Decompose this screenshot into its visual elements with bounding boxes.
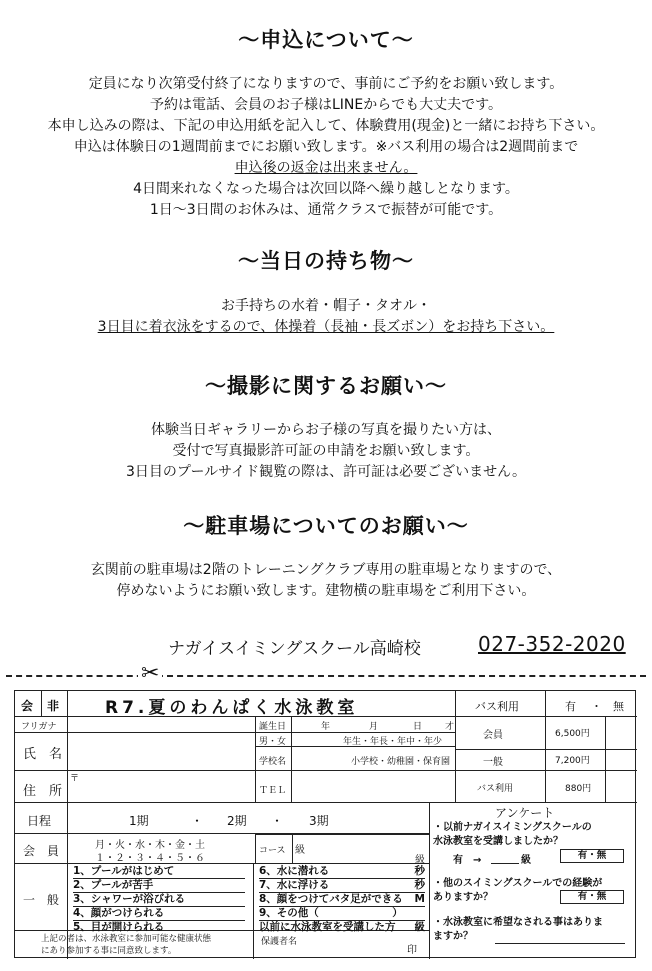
- survey-line: ますか？: [433, 931, 473, 942]
- survey-q3-blank[interactable]: [495, 943, 625, 944]
- apply-line: 本申し込みの際は、下記の申込用紙を記入して、体験費用(現金)と一緒にお持ち下さい。: [47, 118, 605, 134]
- application-form: [14, 690, 636, 958]
- school-type-options[interactable]: 小学校・幼稚園・保育園: [351, 757, 451, 767]
- level-row: [259, 893, 425, 907]
- form-rule: [15, 802, 637, 803]
- course-label: コース: [259, 846, 286, 856]
- form-rule: [292, 834, 293, 863]
- apply-body: [0, 74, 652, 221]
- apply-line: 定員になり次第受付終了になりますので、事前にご予約をお願い致します。: [88, 76, 564, 92]
- apply-line: 予約は電話、会員のお子様はLINEからでも大丈夫です。: [150, 97, 502, 113]
- nonmember-checkbox[interactable]: 非: [47, 699, 60, 713]
- price-general: 7,200円: [555, 756, 590, 766]
- form-rule: [455, 749, 637, 750]
- photo-line: 受付で写真撮影許可証の申請をお願い致します。: [172, 443, 480, 459]
- level-unit: 級: [414, 921, 425, 933]
- level-row: [259, 865, 425, 879]
- photo-body: [0, 420, 652, 483]
- address-label: 住 所: [23, 784, 63, 799]
- scissors-icon: ✂: [138, 662, 162, 686]
- day-number-options[interactable]: １・２・３・４・５・６: [95, 853, 205, 864]
- consent-line: にあり参加する事に同意致します。: [41, 946, 177, 956]
- form-rule: [15, 732, 455, 733]
- photo-title: ～撮影に関するお願い～: [205, 374, 447, 398]
- kyu-label: 級: [295, 845, 305, 856]
- form-rule: [15, 863, 429, 864]
- seal-mark: 印: [407, 945, 417, 956]
- photo-line: 3日目のプールサイド観覧の際は、許可証は必要ございません。: [125, 464, 527, 480]
- gender-options[interactable]: 男・女: [259, 737, 287, 747]
- parking-title: ～駐車場についてのお願い～: [183, 514, 469, 538]
- guardian-label: 保護者名: [261, 937, 298, 947]
- form-rule: [545, 691, 546, 716]
- survey-line: 水泳教室を受講しましたか？: [433, 836, 563, 847]
- bus-no-option[interactable]: 無: [613, 700, 624, 713]
- form-rule: [255, 834, 256, 863]
- form-title: R7.夏のわんぱく水泳教室: [105, 698, 359, 718]
- form-rule: [429, 802, 430, 959]
- level-option[interactable]: 1、プールがはじめて: [73, 865, 245, 879]
- survey-q1-choice[interactable]: 有・無: [560, 849, 624, 863]
- level-option[interactable]: 6、水に潜れる: [259, 865, 330, 877]
- level-option[interactable]: 8、顔をつけてバタ足ができる: [259, 893, 403, 905]
- apply-line: 4日間来れなくなった場合は次回以降へ繰り越しとなります。: [133, 181, 519, 197]
- phone-number[interactable]: 027-352-2020: [478, 632, 626, 656]
- apply-line-refund: 申込後の返金は出来ません。: [234, 160, 418, 176]
- form-rule: [545, 716, 546, 802]
- survey-line: ・他のスイミングスクールでの経験が: [433, 878, 603, 889]
- form-rule: [15, 770, 637, 771]
- name-input[interactable]: [73, 734, 253, 768]
- survey-line: ・以前ナガイスイミングスクールの: [433, 822, 592, 833]
- form-rule: [255, 716, 256, 802]
- tel-label: ＴＥＬ: [259, 786, 287, 796]
- school-name: ナガイスイミングスクール高崎校: [168, 639, 421, 659]
- school-label: 学校名: [259, 757, 287, 767]
- level-option[interactable]: 7、水に浮ける: [259, 879, 330, 891]
- form-rule: [605, 716, 606, 802]
- member-row-label: 会 員: [23, 844, 60, 858]
- parking-line: 玄関前の駐車場は2階のトレーニングクラブ専用の駐車場となりますので、: [90, 562, 562, 578]
- items-title: ～当日の持ち物～: [238, 249, 414, 273]
- level-option[interactable]: 4、顔がつけられる: [73, 907, 245, 921]
- form-rule: [41, 691, 42, 716]
- birthday-year: 年: [321, 722, 331, 732]
- level-list-right: [259, 865, 425, 934]
- term-separator: ・: [271, 814, 284, 828]
- level-row: [259, 921, 425, 934]
- form-rule: [455, 691, 456, 802]
- apply-title: ～申込について～: [238, 28, 414, 52]
- birthday-month: 月: [369, 722, 379, 732]
- survey-q1-blank[interactable]: [491, 863, 519, 864]
- level-option[interactable]: 以前に水泳教室を受講した方: [259, 921, 396, 933]
- survey-q2-choice[interactable]: 有・無: [560, 890, 624, 904]
- level-option[interactable]: 9、その他（ ）: [259, 907, 403, 919]
- term-1-option[interactable]: 1期: [129, 814, 149, 828]
- kyu-label-bottom: 級: [415, 855, 425, 866]
- level-option[interactable]: 3、シャワーが浴びれる: [73, 893, 245, 907]
- member-checkbox[interactable]: 会: [21, 699, 34, 713]
- survey-q1: [433, 821, 592, 849]
- parking-line: 停めないようにお願い致します。建物横の駐車場をご利用下さい。: [116, 583, 536, 599]
- consent-line: 上記の者は、水泳教室に参加可能な健康状態: [41, 934, 212, 944]
- birthday-label: 誕生日: [259, 722, 287, 732]
- postal-mark: 〒: [70, 774, 80, 784]
- level-option[interactable]: 2、プールが苦手: [73, 879, 245, 893]
- bus-yes-option[interactable]: 有: [565, 700, 576, 713]
- items-line-clothes: 3日目に着衣泳をするので、体操着（長袖・長ズボン）をお持ち下さい。: [97, 319, 555, 335]
- price-bus: 880円: [565, 784, 592, 794]
- survey-q1-kyu: 級: [521, 855, 531, 866]
- term-3-option[interactable]: 3期: [309, 814, 329, 828]
- schedule-label: 日程: [27, 814, 52, 828]
- survey-title: アンケート: [495, 806, 555, 820]
- price-bus-label: バス利用: [477, 784, 514, 794]
- level-option[interactable]: 5、目が開けられる: [73, 921, 165, 933]
- furigana-label: フリガナ: [21, 722, 57, 732]
- term-separator: ・: [191, 814, 204, 828]
- form-rule: [255, 834, 429, 835]
- survey-line: ありますか？: [433, 892, 493, 903]
- form-rule: [253, 863, 254, 959]
- level-row: [259, 907, 425, 921]
- name-label: 氏 名: [23, 747, 63, 762]
- bus-label: バス利用: [475, 700, 519, 713]
- level-unit: M: [414, 893, 425, 905]
- bus-separator: ・: [591, 700, 602, 713]
- grade-options[interactable]: 年生・年長・年中・年少: [343, 737, 443, 747]
- level-unit: 秒: [414, 865, 425, 877]
- age-label: 才: [445, 722, 455, 732]
- birthday-day: 日: [413, 722, 423, 732]
- price-general-label: 一般: [483, 757, 503, 768]
- items-line: お手持ちの水着・帽子・タオル・: [221, 298, 431, 314]
- survey-q3: [433, 916, 603, 944]
- items-body: [0, 296, 652, 338]
- form-rule: [67, 691, 68, 959]
- term-2-option[interactable]: 2期: [227, 814, 247, 828]
- level-row: [259, 879, 425, 893]
- survey-line: ・水泳教室に希望なされる事はありま: [433, 917, 603, 928]
- parking-body: [0, 560, 652, 602]
- cut-line: [6, 675, 646, 677]
- general-label: 一 般: [23, 893, 60, 907]
- day-options[interactable]: 月・火・水・木・金・土: [95, 840, 205, 851]
- price-member-label: 会員: [483, 730, 503, 741]
- price-member: 6,500円: [555, 729, 590, 739]
- level-list-left: [73, 865, 245, 934]
- apply-line: 申込は体験日の1週間前までにお願い致します。※バス利用の場合は2週間前まで: [73, 139, 579, 155]
- level-unit: 秒: [414, 879, 425, 891]
- photo-line: 体験当日ギャラリーからお子様の写真を撮りたい方は、: [151, 422, 501, 438]
- form-rule: [291, 716, 292, 802]
- consent-notice: [41, 933, 211, 957]
- survey-q1-yes: 有 →: [453, 855, 482, 866]
- apply-line: 1日～3日間のお休みは、通常クラスで振替が可能です。: [149, 202, 503, 218]
